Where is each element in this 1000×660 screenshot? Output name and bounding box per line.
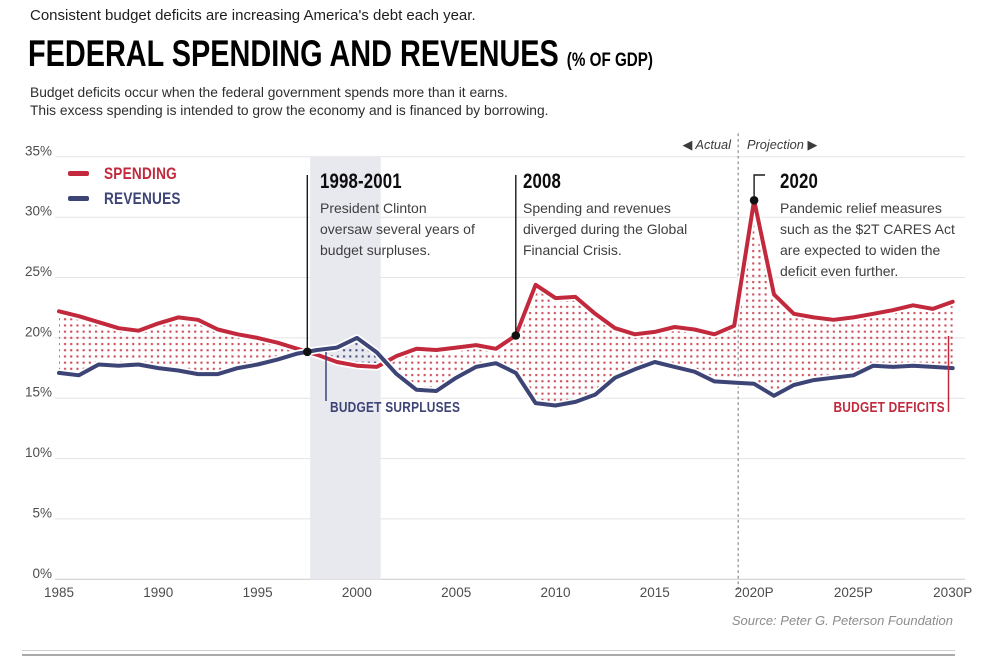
spending-line-swatch	[68, 171, 89, 176]
x-axis-label: 2005	[441, 585, 472, 600]
annotation-2008-body: Spending and revenues diverged during the Global Financial Crisis.	[523, 200, 688, 258]
x-axis-label: 2010	[540, 585, 571, 600]
y-axis-label: 20%	[24, 324, 52, 340]
actual-region-label: ◀ Actual	[682, 137, 731, 152]
page-title	[28, 33, 653, 75]
annotation-2020	[780, 170, 972, 282]
page-title-suffix: (% OF GDP)	[566, 49, 653, 71]
legend-spending-label: SPENDING	[104, 163, 177, 183]
y-axis-label: 5%	[32, 505, 52, 521]
x-axis-label: 2030P	[933, 585, 973, 600]
kicker-text: Consistent budget deficits are increasing America's debt each year.	[30, 7, 476, 24]
projection-region-label: Projection ▶	[747, 137, 818, 152]
legend-revenues-label: REVENUES	[104, 188, 181, 208]
legend-item-spending	[68, 161, 200, 186]
annotation-anchor-dot	[750, 196, 759, 205]
subtitle	[30, 84, 548, 120]
annotation-anchor-dot	[512, 331, 521, 340]
y-axis-label: 10%	[24, 445, 52, 461]
annotation-anchor-dot	[303, 348, 312, 357]
revenues-line-swatch	[68, 196, 89, 201]
subtitle-line1: Budget deficits occur when the federal government spends more than it earns.	[30, 85, 508, 100]
page-title-main: FEDERAL SPENDING AND REVENUES	[28, 33, 559, 74]
subtitle-line2: This excess spending is intended to grow the economy and is financed by borrowing.	[30, 103, 549, 118]
y-axis-label: 30%	[24, 203, 52, 219]
x-axis-label: 1990	[143, 585, 174, 600]
x-axis-label: 2025P	[833, 585, 873, 600]
annotation-2020-body: Pandemic relief measures such as the $2T CARES Act are expected to widen the deficit even further.	[780, 200, 955, 279]
budget-surpluses-label: BUDGET SURPLUSES	[330, 400, 461, 416]
annotation-2008-title: 2008	[523, 170, 562, 193]
legend-item-revenues	[68, 186, 200, 211]
budget-deficits-label: BUDGET DEFICITS	[833, 400, 945, 416]
x-axis-label: 1995	[242, 585, 273, 600]
annotation-2008	[523, 170, 695, 261]
x-axis-label: 2020P	[734, 585, 774, 600]
x-axis-label: 1985	[43, 585, 75, 600]
annotation-1998-2001-title: 1998-2001	[320, 170, 402, 193]
annotation-2020-connector	[754, 175, 765, 196]
x-axis-label: 2000	[341, 585, 372, 600]
annotation-1998-2001-body: President Clinton oversaw several years of budget surpluses.	[320, 200, 475, 258]
y-axis-label: 0%	[32, 565, 52, 581]
annotation-2020-title: 2020	[780, 170, 819, 193]
x-axis-label: 2015	[639, 585, 670, 600]
y-axis-label: 35%	[24, 143, 52, 159]
chart-legend	[68, 161, 200, 211]
y-axis-label: 25%	[24, 264, 52, 279]
footer-rule	[22, 650, 955, 656]
source-credit: Source: Peter G. Peterson Foundation	[731, 613, 953, 628]
y-axis-label: 15%	[24, 384, 52, 400]
annotation-1998-2001	[320, 170, 478, 261]
